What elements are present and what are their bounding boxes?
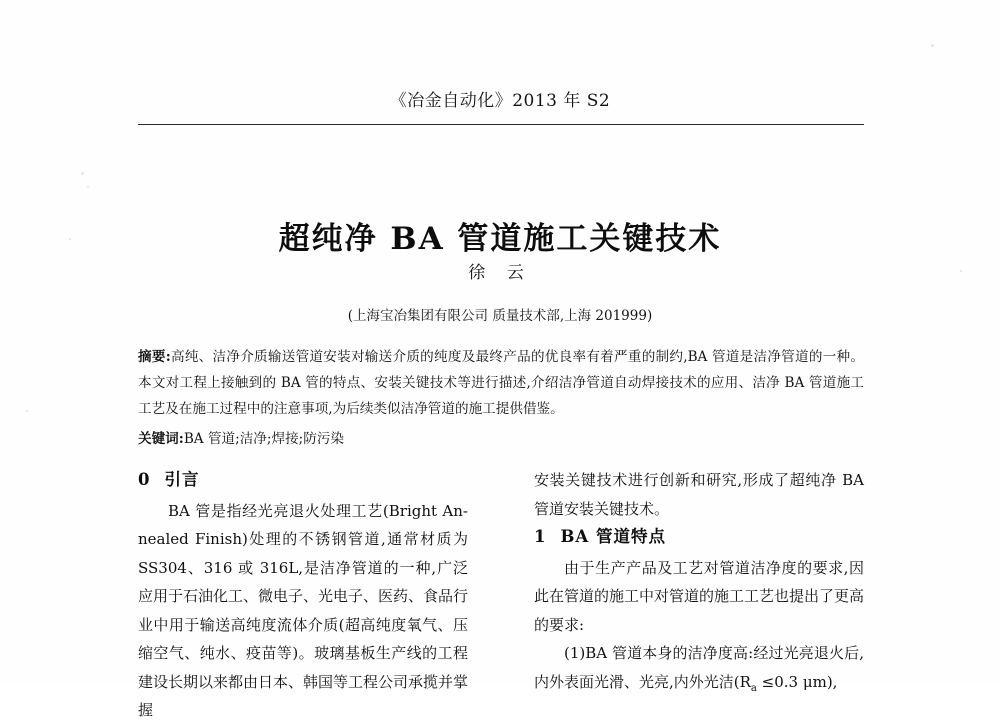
column-right <box>534 466 864 703</box>
author-affiliation: (上海宝冶集团有限公司 质量技术部,上海 201999) <box>347 308 653 324</box>
section-number: 0 <box>138 470 151 489</box>
keywords-text: BA 管道;洁净;焊接;防污染 <box>183 431 345 447</box>
section-heading-1 <box>534 523 864 552</box>
paragraph: BA 管是指经光亮退火处理工艺(Bright An-nealed Finish)处理的不锈钢管道,通常材质为 SS304、316 或 316L,是洁净管道的一种,广泛应用于石油化工、微电子、光电子、医药、食品行业中用于输送高纯度流体介质(超高纯度氧气、压缩空气、纯水、疫苗等)。玻璃基板生产线的工程建设长期以来都由日本、韩国等工程公司承揽并掌握 <box>138 501 469 719</box>
abstract-text: 高纯、洁净介质输送管道安装对输送介质的纯度及最终产品的优良率有着严重的制约,BA 管道是洁净管道的一种。本文对工程上接触到的 BA 管的特点、安装关键技术等进行描述,介绍洁净管道自动焊接技术的应用、洁净 BA 管道施工工艺及在施工过程中的注意事项,为后续类似洁净管道的施工提供借鉴。 <box>138 349 864 417</box>
section-number: 1 <box>534 527 547 546</box>
paragraph-item-1-post: ≤0.3 μm), <box>756 672 838 691</box>
section-heading-0 <box>138 466 468 495</box>
scan-speck <box>81 172 84 175</box>
author-name: 徐 云 <box>468 263 532 283</box>
abstract-block <box>138 344 864 422</box>
column-left <box>138 466 468 725</box>
scan-speck <box>87 186 89 188</box>
page-title: 超纯净 BA 管道施工关键技术 <box>278 220 722 257</box>
paragraph-continuation: 安装关键技术进行创新和研究,形成了超纯净 BA 管道安装关键技术。 <box>534 471 864 518</box>
journal-header: 《冶金自动化》2013 年 S2 <box>389 91 611 111</box>
section-title: BA 管道特点 <box>560 527 666 546</box>
abstract-label: 摘要: <box>138 349 171 365</box>
scan-speck <box>931 44 934 47</box>
paragraph-item-1 <box>534 639 864 703</box>
header-divider <box>138 124 864 125</box>
scan-speck <box>26 410 28 412</box>
section-title: 引言 <box>164 470 200 489</box>
paragraph-item-1-pre: (1)BA 管道本身的洁净度高:经过光亮退火后,内外表面光滑、光亮,内外光洁(R <box>534 644 864 691</box>
keywords-block <box>138 427 864 451</box>
keywords-label: 关键词: <box>138 431 184 447</box>
roughness-subscript: a <box>750 682 757 694</box>
paragraph: 由于生产产品及工艺对管道洁净度的要求,因此在管道的施工中对管道的施工工艺也提出了更高的要求: <box>534 558 865 634</box>
body-columns <box>138 466 865 719</box>
